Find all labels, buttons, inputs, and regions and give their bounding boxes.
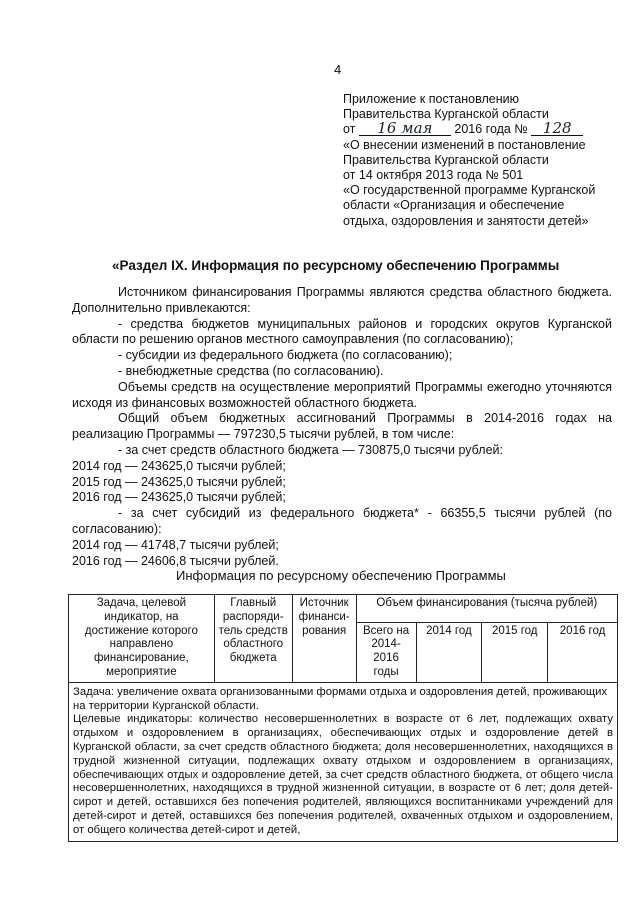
subheader-2015: 2015 год: [482, 622, 548, 682]
resource-table: [68, 594, 618, 842]
subheader-2014: 2014 год: [416, 622, 482, 682]
appendix-year-no: 2016 года №: [454, 122, 528, 137]
table-row: [69, 682, 618, 841]
appendix-line: «О внесении изменений в постановление: [343, 137, 586, 152]
table-header-row: [69, 595, 618, 623]
appendix-line: от 14 октября 2013 года № 501: [343, 168, 524, 183]
table-caption: Информация по ресурсному обеспечению Программы: [176, 568, 506, 583]
header-source: Источник финанси-рования: [292, 595, 356, 683]
appendix-line: Приложение к постановлению: [343, 92, 519, 106]
indicators-text: Целевые индикаторы: количество несовершеннолетних в возрасте от 6 лет, подлежащих охвату отдыхом и оздоровлением в организациях, обеспечивающих отдых и оздоровление детей в Курганской области, за счет средств областного бюджета; доля несовершеннолетних, находящихся в трудной жизненной ситуации, подлежащих охвату отдыхом и оздоровлением в организациях, обеспечивающих отдых и оздоровление детей, за счет средств областного бюджета, от общего числа несовершеннолетних, находящихся в трудной жизненной ситуации, в возрасте от 6 лет; доля детей-сирот и детей, оставшихся без попечения родителей, являющихся воспитанниками учреждений для детей-сирот и детей, оставшихся без попечения родителей, охваченных отдыхом и оздоровлением, от общего количества детей-сирот и детей,: [73, 713, 613, 836]
header-task: Задача, целевой индикатор, на достижение которого направлено финансирование, мероприятие: [69, 595, 215, 683]
handwritten-date: 16 мая: [359, 122, 451, 136]
appendix-line: «О государственной программе Курганской: [343, 183, 596, 198]
page-number: 4: [334, 62, 342, 77]
appendix-line: Правительства Курганской области: [343, 152, 549, 167]
paragraph: - средства бюджетов муниципальных районов и городских округов Курганской области по решению органов местного самоуправления (по согласованию);: [72, 316, 612, 347]
appendix-header: [343, 92, 613, 229]
header-manager: Главный распоряди-тель средств областного бюджета: [214, 595, 292, 683]
paragraph: - за счет средств областного бюджета — 730875,0 тысячи рублей:: [118, 442, 503, 457]
body-text: [72, 285, 612, 569]
paragraph: 2015 год — 243625,0 тысячи рублей;: [72, 474, 286, 489]
paragraph: - субсидии из федерального бюджета (по согласованию);: [118, 348, 453, 363]
header-volume: Объем финансирования (тысяча рублей): [356, 595, 617, 623]
appendix-ot: от: [343, 122, 356, 137]
appendix-date-line: [343, 119, 613, 138]
task-cell: [69, 682, 618, 841]
paragraph: 2016 год — 243625,0 тысячи рублей;: [72, 490, 286, 505]
handwritten-number: 128: [531, 122, 583, 136]
paragraph: 2016 год — 24606,8 тысячи рублей.: [72, 553, 279, 568]
paragraph: Объемы средств на осуществление мероприятий Программы ежегодно уточняются исходя из финансовых возможностей областного бюджета.: [72, 379, 612, 410]
appendix-line: Правительства Курганской области: [343, 107, 549, 122]
appendix-line: отдыха, оздоровления и занятости детей»: [343, 213, 589, 228]
paragraph: Источником финансирования Программы являются средства областного бюджета. Дополнительно привлекаются:: [72, 285, 612, 315]
subheader-2016: 2016 год: [548, 622, 618, 682]
task-text: Задача: увеличение охвата организованными формами отдыха и оздоровления детей, проживающих на территории Курганской области.: [73, 685, 608, 712]
section-title: «Раздел IX. Информация по ресурсному обеспечению Программы: [112, 258, 560, 273]
paragraph: 2014 год — 243625,0 тысячи рублей;: [72, 458, 286, 473]
paragraph: 2014 год — 41748,7 тысячи рублей;: [72, 537, 279, 552]
appendix-line: области «Организация и обеспечение: [343, 198, 565, 213]
paragraph: - за счет субсидий из федерального бюджета* - 66355,5 тысячи рублей (по согласованию):: [72, 506, 612, 536]
paragraph: - внебюджетные средства (по согласованию).: [118, 363, 384, 378]
subheader-total: Всего на 2014-2016 годы: [356, 622, 416, 682]
paragraph: Общий объем бюджетных ассигнований Программы в 2014-2016 годах на реализацию Программы — 797230,5 тысячи рублей, в том числе:: [72, 411, 612, 442]
